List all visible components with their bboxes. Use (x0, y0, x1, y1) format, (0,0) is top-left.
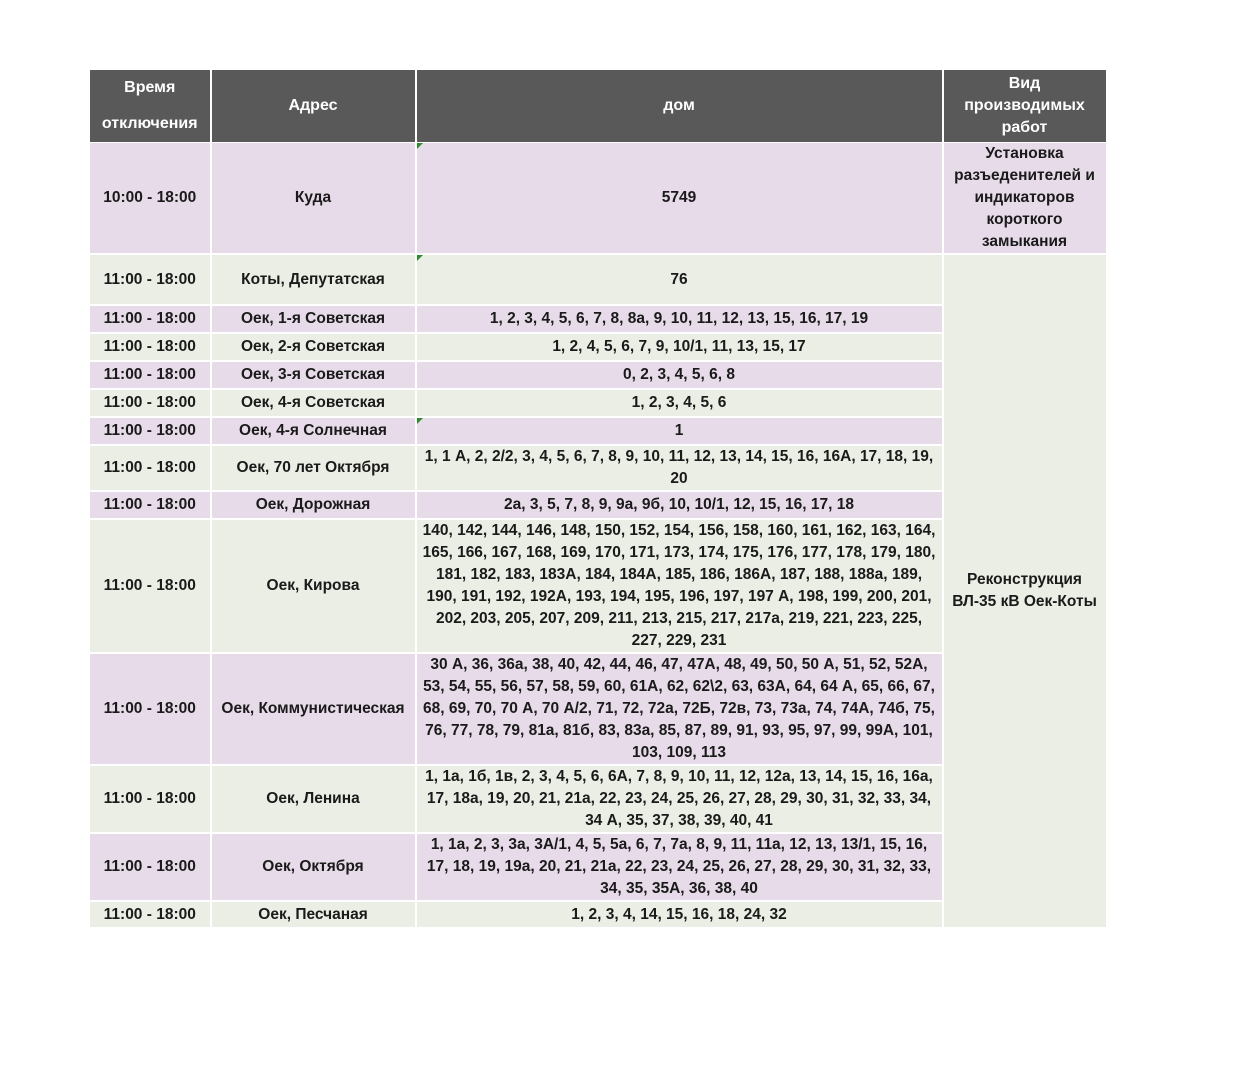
row-address: Оек, 1-я Советская (211, 305, 416, 333)
header-time-line1: Время (124, 79, 176, 96)
row-houses (416, 143, 943, 255)
row-address: Коты, Депутатская (211, 254, 416, 305)
row-houses: 140, 142, 144, 146, 148, 150, 152, 154, 156, 158, 160, 161, 162, 163, 164, 165, 166, 167, 168, 169, 170, 171, 173, 174, 175, 176, 177, 178, 179, 180, 181, 182, 183, 183А, 184, 184А, 185, 186, 186А, 187, 188, 188а, 189, 190, 191, 192, 192А, 193, 194, 195, 196, 197, 197 А, 198, 199, 200, 201, 202, 203, 205, 207, 209, 211, 213, 215, 217, 217а, 219, 221, 223, 225, 227, 229, 231 (416, 519, 943, 653)
row-address: Оек, Кирова (211, 519, 416, 653)
row-time: 10:00 - 18:00 (90, 143, 211, 255)
row-address: Оек, Октября (211, 833, 416, 901)
row-address: Куда (211, 143, 416, 255)
header-time (90, 70, 211, 143)
row-address: Оек, 70 лет Октября (211, 445, 416, 491)
header-address: Адрес (211, 70, 416, 143)
row-time: 11:00 - 18:00 (90, 305, 211, 333)
row-time: 11:00 - 18:00 (90, 653, 211, 765)
row-time: 11:00 - 18:00 (90, 389, 211, 417)
row-address: Оек, 2-я Советская (211, 333, 416, 361)
row-houses: 30 А, 36, 36а, 38, 40, 42, 44, 46, 47, 47А, 48, 49, 50, 50 А, 51, 52, 52А, 53, 54, 55, 56, 57, 58, 59, 60, 61А, 62, 62\2, 63, 63А, 64, 64 А, 65, 66, 67, 68, 69, 70, 70 А, 70 А/2, 71, 72, 72а, 72Б, 72в, 73, 73а, 74, 74А, 74б, 75, 76, 77, 78, 79, 81а, 81б, 83, 83а, 85, 87, 89, 91, 93, 95, 97, 99, 99А, 101, 103, 109, 113 (416, 653, 943, 765)
row-houses: 1, 2, 3, 4, 5, 6 (416, 389, 943, 417)
row-time: 11:00 - 18:00 (90, 445, 211, 491)
row-address: Оек, Ленина (211, 765, 416, 833)
table-row (90, 254, 1107, 305)
row-houses: 2а, 3, 5, 7, 8, 9, 9а, 9б, 10, 10/1, 12, 15, 16, 17, 18 (416, 491, 943, 519)
row-houses-text: 5749 (661, 189, 697, 206)
row-houses: 1, 2, 3, 4, 5, 6, 7, 8, 8а, 9, 10, 11, 12, 13, 15, 16, 17, 19 (416, 305, 943, 333)
row-time: 11:00 - 18:00 (90, 491, 211, 519)
row-address: Оек, 3-я Советская (211, 361, 416, 389)
row-houses-text: 1 (674, 422, 684, 439)
row-houses: 1, 1 А, 2, 2/2, 3, 4, 5, 6, 7, 8, 9, 10, 11, 12, 13, 14, 15, 16, 16А, 17, 18, 19, 20 (416, 445, 943, 491)
row-work-reconstruction: Реконструкция ВЛ-35 кВ Оек-Коты (943, 254, 1107, 928)
row-address: Оек, Песчаная (211, 901, 416, 928)
row-houses: 1, 2, 3, 4, 14, 15, 16, 18, 24, 32 (416, 901, 943, 928)
row-houses (416, 417, 943, 445)
row-work-installation: Установка разъеденителей и индикаторов короткого замыкания (943, 143, 1107, 255)
row-time: 11:00 - 18:00 (90, 361, 211, 389)
row-time: 11:00 - 18:00 (90, 901, 211, 928)
row-time: 11:00 - 18:00 (90, 417, 211, 445)
header-house: дом (416, 70, 943, 143)
row-address: Оек, Коммунистическая (211, 653, 416, 765)
row-time: 11:00 - 18:00 (90, 254, 211, 305)
comment-marker (417, 143, 423, 149)
comment-marker (417, 255, 423, 261)
row-houses: 1, 1а, 2, 3, 3а, 3А/1, 4, 5, 5а, 6, 7, 7а, 8, 9, 11, 11а, 12, 13, 13/1, 15, 16, 17, 18, 19, 19а, 20, 21, 21а, 22, 23, 24, 25, 26, 27, 28, 29, 30, 31, 32, 33, 34, 35, 35А, 36, 38, 40 (416, 833, 943, 901)
table-row (90, 143, 1107, 255)
row-time: 11:00 - 18:00 (90, 333, 211, 361)
header-work: Вид производимых работ (943, 70, 1107, 143)
row-time: 11:00 - 18:00 (90, 519, 211, 653)
row-time: 11:00 - 18:00 (90, 765, 211, 833)
row-houses: 1, 2, 4, 5, 6, 7, 9, 10/1, 11, 13, 15, 17 (416, 333, 943, 361)
row-houses: 1, 1а, 1б, 1в, 2, 3, 4, 5, 6, 6А, 7, 8, 9, 10, 11, 12, 12а, 13, 14, 15, 16, 16а, 17, 18а, 19, 20, 21, 21а, 22, 23, 24, 25, 26, 27, 28, 29, 30, 31, 32, 33, 34, 34 А, 35, 37, 38, 39, 40, 41 (416, 765, 943, 833)
header-row (90, 70, 1107, 143)
row-houses: 0, 2, 3, 4, 5, 6, 8 (416, 361, 943, 389)
row-address: Оек, 4-я Солнечная (211, 417, 416, 445)
row-time: 11:00 - 18:00 (90, 833, 211, 901)
comment-marker (417, 418, 423, 424)
outage-schedule-table (89, 69, 1108, 929)
row-houses-text: 76 (670, 270, 688, 288)
row-houses (416, 254, 943, 305)
row-address: Оек, Дорожная (211, 491, 416, 519)
header-time-line2: отключения (101, 115, 198, 132)
row-address: Оек, 4-я Советская (211, 389, 416, 417)
